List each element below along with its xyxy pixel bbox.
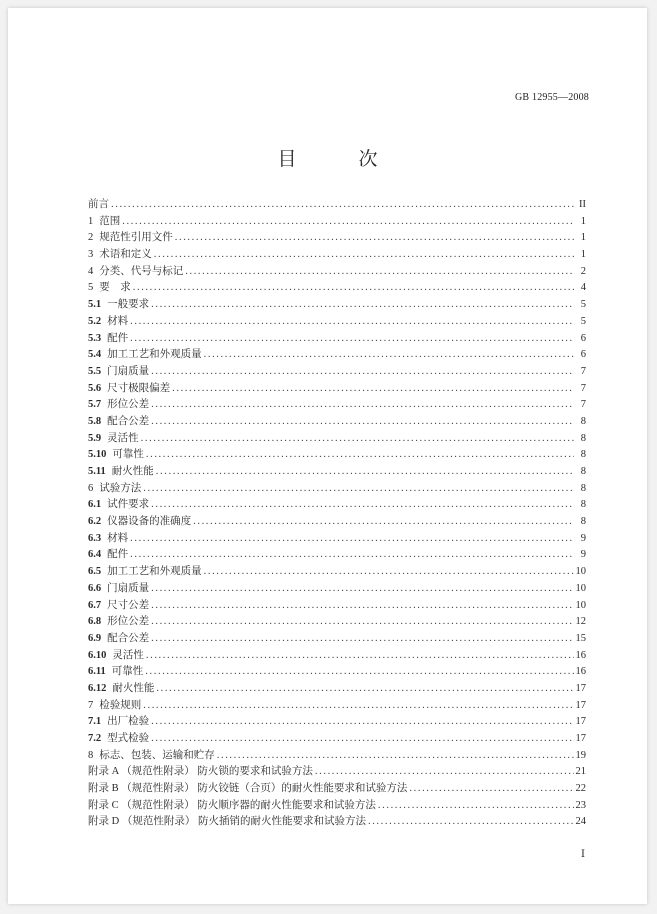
toc-entry-number: 1	[88, 215, 94, 227]
toc-leader-dots	[151, 366, 574, 377]
toc-entry-label: 仪器设备的准确度	[107, 516, 192, 528]
toc-entry-page: 17	[575, 716, 586, 728]
toc-entry-label: 规范性引用文件	[99, 232, 173, 244]
toc-entry-number: 6.9	[88, 632, 102, 644]
toc-leader-dots	[151, 633, 573, 644]
toc-entry-label: 耐火性能	[112, 682, 155, 694]
toc-entry-number: 5.1	[88, 299, 102, 311]
toc-leader-dots	[185, 266, 574, 277]
toc-entry-label: 加工工艺和外观质量	[107, 566, 202, 578]
toc-entry[interactable]	[88, 413, 586, 430]
toc-entry-number: 5.5	[88, 365, 102, 377]
toc-entry-page: 22	[575, 783, 586, 795]
toc-leader-dots	[151, 716, 573, 727]
toc-entry-number: 5.7	[88, 399, 102, 411]
toc-entry-label: 标志、包装、运输和贮存	[99, 749, 215, 761]
toc-entry[interactable]	[88, 580, 586, 597]
toc-leader-dots	[409, 783, 573, 794]
toc-entry-page: 15	[575, 632, 586, 644]
toc-entry[interactable]	[88, 797, 586, 814]
toc-entry-page: 8	[580, 432, 586, 444]
toc-entry-label: 灵活性	[107, 432, 139, 444]
toc-entry[interactable]	[88, 213, 586, 230]
toc-entry[interactable]	[88, 229, 586, 246]
toc-entry[interactable]	[88, 680, 586, 697]
toc-leader-dots	[146, 449, 574, 460]
toc-entry[interactable]	[88, 313, 586, 330]
page-title: 目 次	[277, 148, 406, 170]
toc-entry-label: 术语和定义	[99, 249, 152, 261]
toc-entry[interactable]	[88, 463, 586, 480]
toc-leader-dots	[151, 416, 574, 427]
toc-entry-page: 12	[575, 616, 586, 628]
toc-leader-dots	[315, 766, 574, 777]
toc-leader-dots	[204, 349, 574, 360]
page-number: I	[581, 849, 585, 860]
toc-entry[interactable]	[88, 430, 586, 447]
toc-entry-number: 6.4	[88, 549, 102, 561]
toc-entry-page: 4	[580, 282, 586, 294]
toc-entry-page: 2	[580, 265, 586, 277]
toc-leader-dots	[151, 299, 574, 310]
toc-entry-number: 6	[88, 482, 94, 494]
toc-leader-dots	[145, 666, 573, 677]
toc-entry-number: 6.1	[88, 499, 102, 511]
toc-entry-page: 17	[575, 682, 586, 694]
toc-entry-number: 5	[88, 282, 94, 294]
toc-leader-dots	[130, 333, 574, 344]
toc-entry-page: 16	[575, 666, 586, 678]
toc-entry-page: 8	[580, 466, 586, 477]
toc-entry-page: 24	[575, 816, 586, 828]
toc-entry-page: 21	[575, 766, 586, 778]
toc-entry-label: 门扇质量	[107, 365, 150, 377]
toc-entry-page: 17	[575, 733, 586, 744]
toc-entry[interactable]	[88, 530, 586, 547]
toc-entry-page: 1	[580, 215, 586, 227]
toc-entry[interactable]	[88, 396, 586, 413]
toc-entry-page: 23	[575, 799, 586, 811]
toc-leader-dots	[151, 583, 573, 594]
toc-entry-number: 7.2	[88, 733, 102, 744]
toc-entry[interactable]	[88, 730, 586, 747]
toc-entry-page: 16	[575, 649, 586, 661]
toc-entry-number: 8	[88, 749, 94, 761]
toc-entry-number: 5.4	[88, 349, 102, 361]
toc-entry[interactable]	[88, 263, 586, 280]
toc-entry-page: 17	[575, 699, 586, 711]
toc-entry-number: 5.6	[88, 382, 102, 394]
toc-leader-dots	[151, 733, 573, 744]
toc-leader-dots	[378, 800, 574, 811]
toc-entry-page: 7	[580, 382, 586, 394]
toc-entry-label: 型式检验	[107, 733, 150, 744]
toc-entry-number: 7	[88, 699, 94, 711]
toc-entry-label: 配件	[107, 549, 129, 561]
toc-leader-dots	[156, 683, 573, 694]
toc-leader-dots	[141, 433, 574, 444]
toc-entry[interactable]	[88, 496, 586, 513]
toc-entry-number: 6.5	[88, 566, 102, 578]
toc-entry-label: 试件要求	[107, 499, 150, 511]
toc-entry-page: 7	[580, 399, 586, 411]
toc-entry[interactable]	[88, 763, 586, 780]
toc-leader-dots	[156, 466, 574, 477]
toc-entry-label: 加工工艺和外观质量	[107, 349, 202, 361]
toc-entry[interactable]	[88, 613, 586, 630]
toc-entry-label: 一般要求	[107, 299, 150, 311]
toc-leader-dots	[151, 600, 573, 611]
toc-entry-page: 7	[580, 365, 586, 377]
toc-entry-label: 灵活性	[112, 649, 144, 661]
document-page	[8, 8, 647, 904]
toc-entry-number: 5.8	[88, 415, 102, 427]
toc-leader-dots	[154, 249, 574, 260]
toc-entry-page: 9	[580, 532, 586, 544]
toc-entry-page: 1	[580, 249, 586, 261]
toc-entry-label: 分类、代号与标记	[99, 265, 184, 277]
toc-entry-page: 5	[580, 315, 586, 327]
toc-leader-dots	[143, 483, 574, 494]
document-code: GB 12955—2008	[515, 92, 589, 103]
toc-entry-label: 附录 A （规范性附录） 防火锁的要求和试验方法	[88, 766, 313, 778]
toc-entry-number: 6.12	[88, 682, 107, 694]
toc-entry[interactable]	[88, 813, 586, 830]
toc-leader-dots	[172, 383, 574, 394]
toc-entry-number: 5.10	[88, 449, 107, 461]
toc-entry-label: 尺寸公差	[107, 599, 150, 611]
toc-entry[interactable]	[88, 346, 586, 363]
toc-entry-label: 试验方法	[99, 482, 142, 494]
toc-leader-dots	[151, 499, 574, 510]
toc-entry-label: 要 求	[99, 282, 131, 294]
toc-entry-label: 形位公差	[107, 616, 150, 628]
toc-leader-dots	[175, 232, 574, 243]
toc-entry-number: 5.2	[88, 315, 102, 327]
toc-leader-dots	[130, 549, 574, 560]
toc-entry-label: 附录 D （规范性附录） 防火插销的耐火性能要求和试验方法	[88, 816, 366, 828]
toc-entry-page: 10	[575, 582, 586, 594]
toc-entry[interactable]	[88, 279, 586, 296]
toc-entry[interactable]	[88, 196, 586, 213]
toc-entry[interactable]	[88, 697, 586, 714]
toc-entry[interactable]	[88, 446, 586, 463]
toc-entry[interactable]	[88, 780, 586, 797]
toc-leader-dots	[133, 282, 574, 293]
toc-entry-number: 4	[88, 265, 94, 277]
toc-entry-label: 配合公差	[107, 632, 150, 644]
toc-leader-dots	[146, 650, 574, 661]
toc-leader-dots	[193, 516, 574, 527]
toc-entry-label: 材料	[107, 315, 129, 327]
toc-entry[interactable]	[88, 563, 586, 580]
toc-entry-number: 6.7	[88, 599, 102, 611]
toc-entry-label: 材料	[107, 532, 129, 544]
toc-entry[interactable]	[88, 363, 586, 380]
toc-entry[interactable]	[88, 513, 586, 530]
toc-entry-label: 可靠性	[111, 666, 144, 678]
toc-entry[interactable]	[88, 330, 586, 347]
toc-leader-dots	[217, 750, 574, 761]
toc-entry-number: 6.8	[88, 616, 102, 628]
toc-entry-number: 5.3	[88, 332, 102, 344]
toc-entry[interactable]	[88, 546, 586, 563]
toc-leader-dots	[204, 566, 574, 577]
toc-entry[interactable]	[88, 663, 586, 680]
toc-entry-number: 6.2	[88, 516, 102, 528]
toc-entry-number: 3	[88, 249, 94, 261]
toc-entry-number: 6.6	[88, 582, 102, 594]
toc-leader-dots	[122, 216, 574, 227]
toc-entry-label: 附录 C （规范性附录） 防火顺序器的耐火性能要求和试验方法	[88, 799, 376, 811]
toc-entry-label: 检验规则	[99, 699, 142, 711]
toc-entry-label: 附录 B （规范性附录） 防火铰链（合页）的耐火性能要求和试验方法	[88, 783, 408, 795]
toc-leader-dots	[130, 533, 574, 544]
toc-entry-number: 7.1	[88, 716, 102, 728]
toc-entry-page: 8	[580, 482, 586, 494]
toc-entry-label: 可靠性	[112, 449, 144, 461]
toc-entry[interactable]	[88, 380, 586, 397]
toc-entry-page: 10	[575, 599, 586, 611]
toc-entry-page: 8	[580, 449, 586, 461]
toc-entry-number: 6.3	[88, 532, 102, 544]
toc-entry[interactable]	[88, 747, 586, 764]
toc-leader-dots	[130, 316, 574, 327]
toc-entry[interactable]	[88, 713, 586, 730]
toc-entry[interactable]	[88, 630, 586, 647]
toc-entry[interactable]	[88, 246, 586, 263]
toc-entry-page: 10	[575, 566, 586, 578]
toc-entry-label: 门扇质量	[107, 582, 150, 594]
toc-entry[interactable]	[88, 480, 586, 497]
toc-leader-dots	[151, 399, 574, 410]
toc-entry-number: 2	[88, 232, 94, 244]
toc-entry-label: 耐火性能	[111, 466, 154, 477]
toc-entry-label: 范围	[99, 215, 121, 227]
toc-entry-label: 出厂检验	[107, 716, 150, 728]
toc-entry-page: II	[579, 199, 586, 210]
toc-leader-dots	[143, 700, 573, 711]
toc-entry-number: 6.10	[88, 649, 107, 661]
toc-entry-number: 6.11	[88, 666, 106, 678]
toc-entry-label: 配合公差	[107, 415, 150, 427]
toc-entry-page: 6	[580, 349, 586, 361]
toc-entry-page: 8	[580, 499, 586, 511]
table-of-contents	[88, 196, 586, 830]
toc-entry[interactable]	[88, 296, 586, 313]
toc-entry-label: 尺寸极限偏差	[107, 382, 171, 394]
toc-entry-page: 5	[580, 299, 586, 311]
toc-leader-dots	[151, 616, 573, 627]
toc-entry-label: 配件	[107, 332, 129, 344]
toc-entry-label: 前言	[88, 199, 109, 210]
toc-entry-page: 9	[580, 549, 586, 561]
toc-entry-label: 形位公差	[107, 399, 150, 411]
toc-entry-page: 19	[575, 749, 586, 761]
toc-entry-number: 5.9	[88, 432, 102, 444]
toc-entry[interactable]	[88, 647, 586, 664]
toc-leader-dots	[111, 199, 574, 210]
toc-entry-number: 5.11	[88, 466, 106, 477]
toc-entry-page: 8	[580, 516, 586, 528]
toc-entry-page: 1	[580, 232, 586, 244]
toc-entry[interactable]	[88, 597, 586, 614]
toc-entry-page: 6	[580, 332, 586, 344]
toc-leader-dots	[368, 816, 574, 827]
toc-entry-page: 8	[580, 415, 586, 427]
